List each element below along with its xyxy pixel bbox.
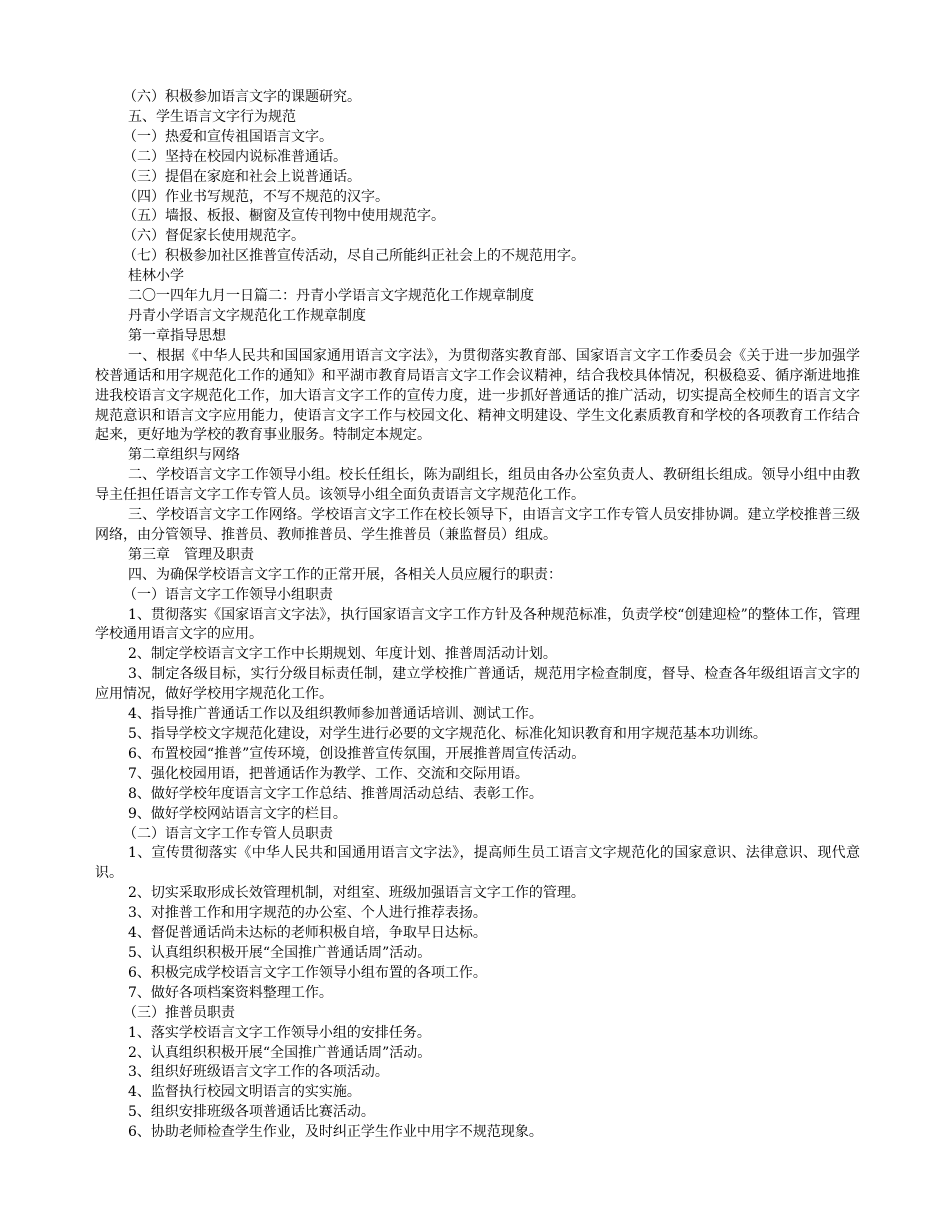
- text-line: 5、组织安排班级各项普通话比赛活动。: [128, 1104, 375, 1121]
- text-line: 4、督促普通话尚未达标的老师积极自培，争取早日达标。: [128, 925, 487, 942]
- text-line: 7、做好各项档案资料整理工作。: [128, 984, 333, 1001]
- sub-item: （三）提倡在家庭和社会上说普通话。: [123, 168, 361, 185]
- text-line: 2、认真组织积极开展“全国推广普通话周”活动。: [128, 1044, 432, 1061]
- text-line: 四、为确保学校语言文字工作的正常开展，各相关人员应履行的职责：: [128, 566, 562, 583]
- text-line: 9、做好学校网站语言文字的栏目。: [128, 805, 347, 822]
- text-line: 7、强化校园用语，把普通话作为教学、工作、交流和交际用语。: [128, 765, 529, 782]
- text-line: 第二章组织与网络: [128, 447, 240, 464]
- body-paragraph: 三、学校语言文字工作网络。学校语言文字工作在校长领导下，由语言文字工作专管人员安排协调。建立学校推普三级网络，由分管领导、推普员、教师推普员、学生推普员（兼监督员）组成。: [95, 507, 860, 543]
- body-paragraph: 1、宣传贯彻落实《中华人民共和国通用语言文字法》，提高师生员工语言文字规范化的国家意识、法律意识、现代意识。: [95, 845, 860, 882]
- sub-item: （一）热爱和宣传祖国语言文字。: [123, 128, 333, 145]
- sub-item: （六）积极参加语言文字的课题研究。: [123, 89, 361, 105]
- sub-item: （五）墙报、板报、橱窗及宣传刊物中使用规范字。: [123, 208, 445, 225]
- body-paragraph: 二、学校语言文字工作领导小组。校长任组长，陈为副组长，组员由各办公室负责人、教研组长组成。领导小组中由教导主任担任语言文字工作专管人员。该领导小组全面负责语言文字规范化工作。: [95, 467, 860, 504]
- text-line: 1、落实学校语言文字工作领导小组的安排任务。: [128, 1024, 431, 1041]
- sub-item: （四）作业书写规范，不写不规范的汉字。: [123, 188, 389, 205]
- sub-item: （七）积极参加社区推普宣传活动，尽自己所能纠正社会上的不规范用字。: [123, 248, 585, 265]
- sub-item: （三）推普员职责: [123, 1004, 235, 1021]
- sub-item: （二）语言文字工作专管人员职责: [123, 825, 333, 842]
- text-line: 8、做好学校年度语言文字工作总结、推普周活动总结、表彰工作。: [128, 785, 543, 802]
- sub-item: （六）督促家长使用规范字。: [123, 228, 305, 245]
- text-line: 6、积极完成学校语言文字工作领导小组布置的各项工作。: [128, 964, 487, 981]
- text-line: 6、协助老师检查学生作业，及时纠正学生作业中用字不规范现象。: [128, 1124, 543, 1141]
- text-line: 2、切实采取形成长效管理机制，对组室、班级加强语言文字工作的管理。: [128, 885, 585, 902]
- text-line: 桂林小学: [128, 268, 184, 285]
- text-line: 第一章指导思想: [128, 327, 226, 344]
- text-line: 3、对推普工作和用字规范的办公室、个人进行推荐表扬。: [128, 905, 487, 922]
- text-line: 4、监督执行校园文明语言的实实施。: [128, 1084, 361, 1101]
- body-paragraph: 1、贯彻落实《国家语言文字法》，执行国家语言文字工作方针及各种规范标准，负责学校“创建迎检”的整体工作，管理学校通用语言文字的应用。: [95, 606, 860, 643]
- sub-item: （一）语言文字工作领导小组职责: [123, 586, 333, 603]
- text-line: 6、布置校园“推普”宣传环境，创设推普宣传氛围，开展推普周宣传活动。: [128, 745, 586, 762]
- body-paragraph: 一、根据《中华人民共和国国家通用语言文字法》，为贯彻落实教育部、国家语言文字工作委员会《关于进一步加强学校普通话和用字规范化工作的通知》和平湖市教育局语言文字工作会议精神，结合我校具体情况，积极稳妥、循序渐进地推进我校语言文字规范化工作，加大语言文字工作的宣传力度，进一步抓好普通话的推广活动，切实提高全校师生的语言文字规范意识和语言文字应用能力，使语言文字工作与校园文化、精神文明建设、学生文化素质教育和学校的各项教育工作结合起来，更好地为学校的教育事业服务。特制定本规定。: [95, 347, 860, 444]
- text-line: 二〇一四年九月一日篇二：丹青小学语言文字规范化工作规章制度: [128, 288, 534, 305]
- text-line: 第三章 管理及职责: [128, 546, 254, 563]
- text-line: 2、制定学校语言文字工作中长期规划、年度计划、推普周活动计划。: [128, 646, 557, 663]
- document-body: [95, 88, 860, 1143]
- text-line: 五、学生语言文字行为规范: [128, 108, 296, 125]
- text-line: 4、指导推广普通话工作以及组织教师参加普通话培训、测试工作。: [128, 706, 543, 723]
- text-line: 3、组织好班级语言文字工作的各项活动。: [128, 1064, 389, 1081]
- text-line: 5、指导学校文字规范化建设，对学生进行必要的文字规范化、标准化知识教育和用字规范基本功训练。: [128, 726, 767, 742]
- body-paragraph: 3、制定各级目标，实行分级目标责任制，建立学校推广普通话，规范用字检查制度，督导、检查各年级组语言文字的应用情况，做好学校用字规范化工作。: [95, 666, 860, 703]
- text-line: 丹青小学语言文字规范化工作规章制度: [128, 307, 366, 324]
- text-line: 5、认真组织积极开展“全国推广普通话周”活动。: [128, 944, 432, 961]
- sub-item: （二）坚持在校园内说标准普通话。: [123, 148, 347, 165]
